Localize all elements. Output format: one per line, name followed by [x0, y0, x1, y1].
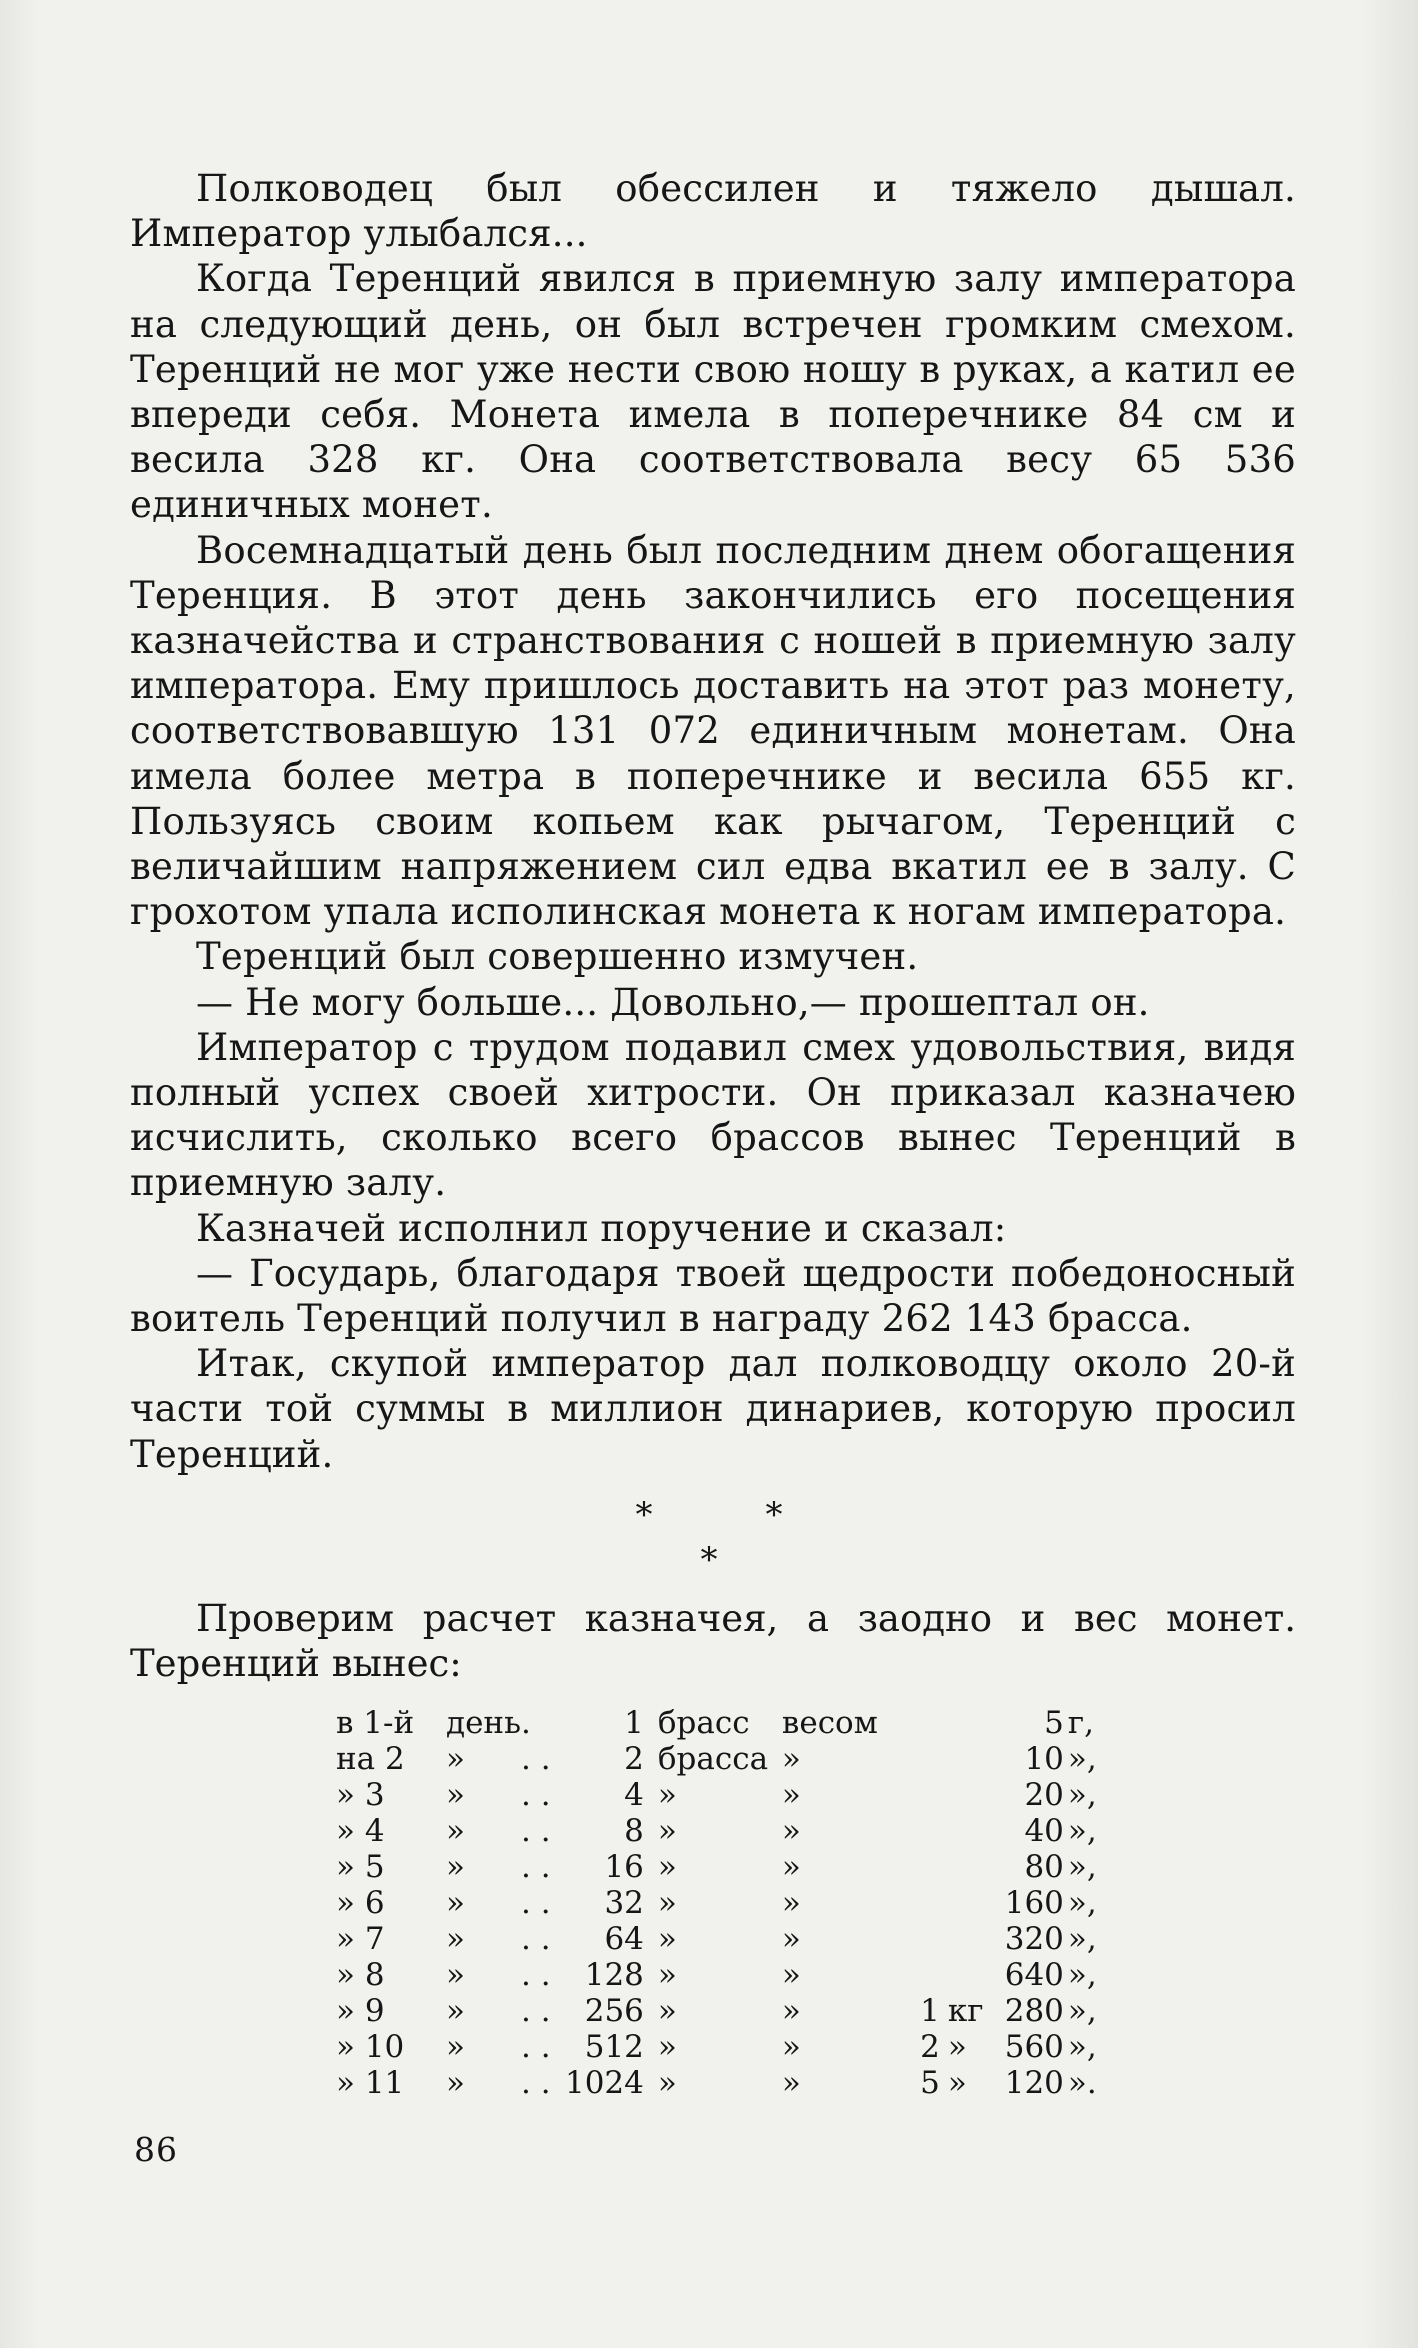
ledger-kg-unit: кг	[947, 1993, 984, 2029]
ledger-gram-unit: »,	[1067, 1813, 1097, 1849]
paragraph: Итак, скупой император дал полководцу около 20-й части той суммы в миллион динариев, которую просил Теренций.	[130, 1342, 1296, 1476]
ledger-day: » 4	[336, 1813, 385, 1849]
ledger-weight-word: »	[781, 1813, 801, 1849]
ledger-kilograms	[892, 1777, 948, 1813]
ledger-row	[336, 1705, 1108, 1741]
ledger-grams: 160	[1004, 1885, 1064, 1921]
ledger-dots: .	[520, 1705, 531, 1741]
ledger-kilograms	[892, 1921, 948, 1957]
paragraph: Восемнадцатый день был последним днем обогащения Теренция. В этот день закончились его посещения казначейства и странствования с ношей в приемную залу императора. Ему пришлось доставить на этот раз монету, соответствовавшую 131 072 единичным монетам. Она имела более метра в поперечнике и весила 655 кг. Пользуясь своим копьем как рычагом, Теренций с величайшим напряжением сил едва вкатил ее в залу. С грохотом упала исполинская монета к ногам императора.	[130, 528, 1296, 934]
page-number: 86	[134, 2130, 178, 2169]
ledger-day-word: »	[446, 1777, 465, 1813]
ledger-weight-word: весом	[781, 1705, 878, 1741]
ledger-coin-count: 128	[584, 1957, 644, 1993]
ledger-dots: . .	[520, 1993, 551, 2029]
paragraph: — Государь, благодаря твоей щедрости победоносный воитель Теренций получил в награду 262 143 брасса.	[130, 1251, 1296, 1341]
ledger-weight-word: »	[781, 2065, 801, 2101]
ledger-coin-count: 64	[604, 1921, 644, 1957]
ledger-grams: 280	[1004, 1993, 1064, 2029]
ledger-kilograms: 5	[920, 2065, 940, 2101]
ledger-day-word: »	[446, 2065, 465, 2101]
ledger-day: » 5	[336, 1849, 385, 1885]
ledger-weight-word: »	[781, 1957, 801, 1993]
ledger-day: » 11	[336, 2065, 405, 2101]
ledger-day: » 3	[336, 1777, 385, 1813]
ledger-dots: . .	[520, 1741, 551, 1777]
ledger-day: » 9	[336, 1993, 385, 2029]
asterisk-bottom: *	[700, 1540, 718, 1580]
ledger-weight-word: »	[781, 1921, 801, 1957]
ledger-brass-word: брасса	[657, 1741, 769, 1777]
ledger-row	[336, 2065, 1108, 2101]
ledger-grams: 640	[1004, 1957, 1064, 1993]
ledger-brass-word: »	[657, 2029, 677, 2065]
ledger-dots: . .	[520, 1921, 551, 1957]
ledger-kg-unit	[948, 1957, 998, 1993]
ledger-day-word: »	[446, 1741, 465, 1777]
ledger-kg-unit: »	[947, 2065, 967, 2101]
ledger-brass-word: »	[657, 1957, 677, 1993]
ledger-day: » 7	[336, 1921, 385, 1957]
ledger-grams: 120	[1004, 2065, 1064, 2101]
ledger-row	[336, 1777, 1108, 1813]
ledger-day-word: »	[446, 1921, 465, 1957]
ledger-dots: . .	[520, 1849, 551, 1885]
paragraph: Император с трудом подавил смех удовольствия, видя полный успех своей хитрости. Он приказал казначею исчислить, сколько всего брассов вынес Теренций в приемную залу.	[130, 1025, 1296, 1205]
asterisk-left: *	[635, 1495, 653, 1535]
ledger-brass-word: »	[657, 1921, 677, 1957]
ledger-weight-word: »	[781, 1849, 801, 1885]
ledger-day-word: »	[446, 1885, 465, 1921]
ledger-gram-unit: »,	[1067, 1921, 1097, 1957]
ledger-brass-word: »	[657, 2065, 677, 2101]
ledger-coin-count: 8	[624, 1813, 644, 1849]
ledger-brass-word: »	[657, 1813, 677, 1849]
ledger-brass-word: »	[657, 1849, 677, 1885]
ledger-grams: 320	[1004, 1921, 1064, 1957]
ledger-kilograms	[892, 1741, 948, 1777]
ledger-row	[336, 1813, 1108, 1849]
ledger-kg-unit	[948, 1921, 998, 1957]
ledger-row	[336, 1921, 1108, 1957]
ledger-kg-unit	[948, 1741, 998, 1777]
ledger-dots: . .	[520, 2029, 551, 2065]
ledger-weight-word: »	[781, 1741, 801, 1777]
ledger-gram-unit: г,	[1067, 1705, 1094, 1741]
paragraph: Теренций был совершенно измучен.	[196, 935, 919, 979]
ledger-weight-word: »	[781, 1993, 801, 2029]
ledger-kg-unit	[948, 1705, 998, 1741]
ledger-kg-unit	[948, 1885, 998, 1921]
ledger-day: » 10	[336, 2029, 405, 2065]
ledger-gram-unit: »,	[1067, 1957, 1097, 1993]
ledger-row	[336, 1993, 1108, 2029]
ledger-day-word: »	[446, 2029, 465, 2065]
section-separator-bottom	[0, 1540, 1418, 1580]
ledger-coin-count: 256	[584, 1993, 644, 2029]
ledger-kilograms: 2	[920, 2029, 940, 2065]
ledger-day: » 8	[336, 1957, 385, 1993]
paragraph: Полководец был обессилен и тяжело дышал. Император улыбался...	[130, 167, 1296, 256]
ledger-coin-count: 32	[604, 1885, 644, 1921]
section-separator-top	[0, 1495, 1418, 1535]
ledger-grams: 5	[1044, 1705, 1064, 1741]
ledger-weight-word: »	[781, 2029, 801, 2065]
ledger-row	[336, 1849, 1108, 1885]
ledger-weight-word: »	[781, 1885, 801, 1921]
body-text	[130, 166, 1296, 1477]
ledger-dots: . .	[520, 1885, 551, 1921]
ledger-kg-unit: »	[947, 2029, 967, 2065]
paragraph: — Не могу больше... Довольно,— прошептал он.	[196, 980, 1150, 1024]
ledger-day: » 6	[336, 1885, 385, 1921]
ledger-coin-count: 4	[624, 1777, 644, 1813]
ledger-weight-word: »	[781, 1777, 801, 1813]
ledger-dots: . .	[520, 2065, 551, 2101]
ledger-brass-word: »	[657, 1993, 677, 2029]
ledger-day: в 1-й	[336, 1705, 415, 1741]
ledger-gram-unit: ».	[1067, 2065, 1097, 2101]
ledger-kg-unit	[948, 1813, 998, 1849]
ledger-gram-unit: »,	[1067, 1849, 1097, 1885]
ledger-brass-word: »	[657, 1777, 677, 1813]
ledger-gram-unit: »,	[1067, 1777, 1097, 1813]
ledger-gram-unit: »,	[1067, 1885, 1097, 1921]
ledger-gram-unit: »,	[1067, 1741, 1097, 1777]
ledger-coin-count: 16	[604, 1849, 644, 1885]
ledger-grams: 10	[1024, 1741, 1064, 1777]
ledger-kilograms	[892, 1705, 948, 1741]
ledger-gram-unit: »,	[1067, 1993, 1097, 2029]
ledger-row	[336, 1885, 1108, 1921]
ledger-day: на 2	[336, 1741, 405, 1777]
ledger-row	[336, 1957, 1108, 1993]
ledger-day-word: »	[446, 1849, 465, 1885]
paragraph: Казначей исполнил поручение и сказал:	[196, 1206, 1007, 1250]
ledger-day-word: »	[446, 1957, 465, 1993]
ledger-dots: . .	[520, 1777, 551, 1813]
ledger-coin-count: 2	[624, 1741, 644, 1777]
ledger-dots: . .	[520, 1813, 551, 1849]
ledger-coin-count: 1024	[564, 2065, 644, 2101]
paragraph: Когда Теренций явился в приемную залу императора на следующий день, он был встречен громким смехом. Теренций не мог уже нести свою ношу в руках, а катил ее впереди себя. Монета имела в поперечнике 84 см и весила 328 кг. Она соответствовала весу 65 536 единичных монет.	[130, 257, 1296, 527]
coin-ledger-table	[336, 1705, 1108, 2101]
ledger-row	[336, 1741, 1108, 1777]
ledger-intro: Проверим расчет казначея, а заодно и вес монет. Теренций вынес:	[130, 1597, 1296, 1686]
ledger-coin-count: 1	[624, 1705, 644, 1741]
ledger-day-word: »	[446, 1993, 465, 2029]
ledger-grams: 40	[1024, 1813, 1064, 1849]
asterisk-right: *	[765, 1495, 783, 1535]
ledger-grams: 560	[1004, 2029, 1064, 2065]
ledger-kilograms	[892, 1957, 948, 1993]
ledger-gram-unit: »,	[1067, 2029, 1097, 2065]
ledger-day-word: день	[446, 1705, 521, 1741]
ledger-dots: . .	[520, 1957, 551, 1993]
ledger-brass-word: »	[657, 1885, 677, 1921]
ledger-coin-count: 512	[584, 2029, 644, 2065]
ledger-kilograms	[892, 1849, 948, 1885]
ledger-kg-unit	[948, 1849, 998, 1885]
ledger-kilograms	[892, 1885, 948, 1921]
ledger-kilograms	[892, 1813, 948, 1849]
ledger-row	[336, 2029, 1108, 2065]
ledger-grams: 80	[1024, 1849, 1064, 1885]
ledger-kg-unit	[948, 1777, 998, 1813]
ledger-grams: 20	[1024, 1777, 1064, 1813]
ledger-kilograms: 1	[920, 1993, 940, 2029]
ledger-day-word: »	[446, 1813, 465, 1849]
ledger-brass-word: брасс	[657, 1705, 750, 1741]
